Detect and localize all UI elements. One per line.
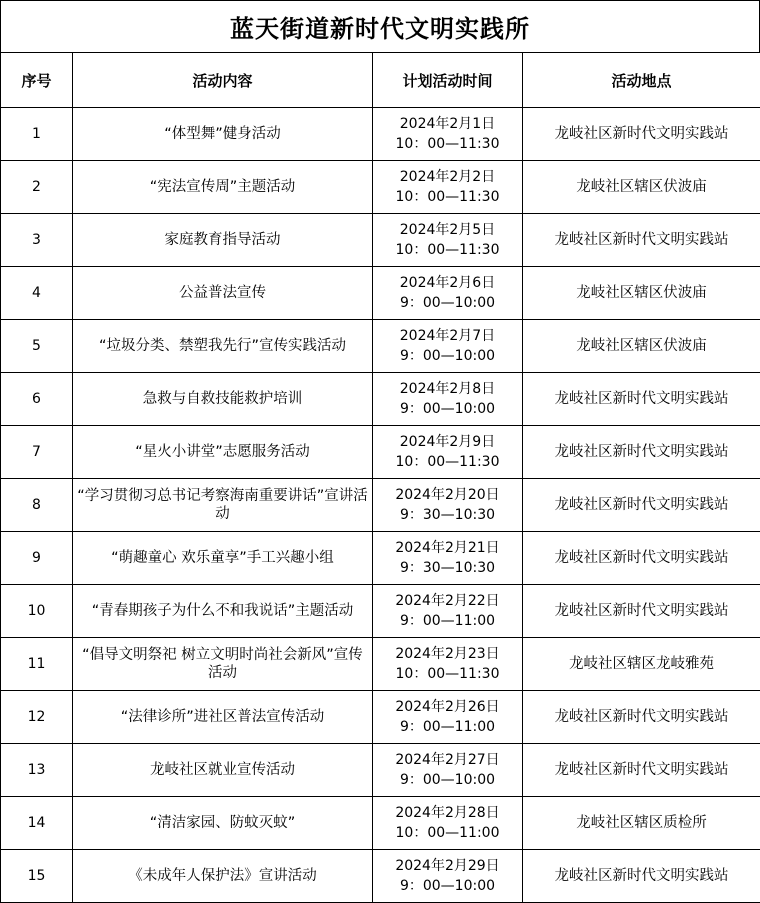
row-location: 龙岐社区辖区质检所: [523, 797, 760, 850]
row-content: 《未成年人保护法》宣讲活动: [73, 850, 373, 903]
row-date: 2024年2月6日: [375, 273, 520, 293]
row-location: 龙岐社区辖区伏波庙: [523, 267, 760, 320]
header-index: 序号: [1, 53, 73, 108]
row-content: “星火小讲堂”志愿服务活动: [73, 426, 373, 479]
row-time: 10：00—11:30: [375, 664, 520, 684]
row-content: “青春期孩子为什么不和我说话”主题活动: [73, 585, 373, 638]
row-index: 6: [1, 373, 73, 426]
row-date: 2024年2月23日: [375, 644, 520, 664]
row-content: 急救与自救技能救护培训: [73, 373, 373, 426]
row-location: 龙岐社区新时代文明实践站: [523, 585, 760, 638]
header-location: 活动地点: [523, 53, 760, 108]
table-row: [1, 108, 760, 161]
row-date: 2024年2月26日: [375, 697, 520, 717]
row-content: “垃圾分类、禁塑我先行”宣传实践活动: [73, 320, 373, 373]
table-row: [1, 214, 760, 267]
row-date: 2024年2月8日: [375, 379, 520, 399]
table-row: [1, 267, 760, 320]
row-time: 9：00—10:00: [375, 770, 520, 790]
row-index: 9: [1, 532, 73, 585]
row-location: 龙岐社区新时代文明实践站: [523, 691, 760, 744]
row-location: 龙岐社区新时代文明实践站: [523, 479, 760, 532]
row-time-cell: [373, 585, 523, 638]
row-index: 10: [1, 585, 73, 638]
row-date: 2024年2月29日: [375, 856, 520, 876]
row-content: “萌趣童心 欢乐童享”手工兴趣小组: [73, 532, 373, 585]
row-date: 2024年2月28日: [375, 803, 520, 823]
table-row: [1, 426, 760, 479]
row-time: 9：30—10:30: [375, 558, 520, 578]
table-header-row: [1, 53, 760, 108]
row-time: 10：00—11:30: [375, 187, 520, 207]
row-content: 公益普法宣传: [73, 267, 373, 320]
row-time-cell: [373, 691, 523, 744]
table-row: [1, 532, 760, 585]
row-index: 11: [1, 638, 73, 691]
row-time: 10：00—11:30: [375, 134, 520, 154]
row-time: 9：00—11:00: [375, 717, 520, 737]
row-time-cell: [373, 638, 523, 691]
row-index: 14: [1, 797, 73, 850]
row-time-cell: [373, 161, 523, 214]
table-row: [1, 850, 760, 903]
table-row: [1, 744, 760, 797]
row-location: 龙岐社区新时代文明实践站: [523, 426, 760, 479]
row-location: 龙岐社区辖区伏波庙: [523, 161, 760, 214]
row-time: 9：00—10:00: [375, 293, 520, 313]
table-row: [1, 585, 760, 638]
row-index: 4: [1, 267, 73, 320]
table-row: [1, 373, 760, 426]
row-content: 龙岐社区就业宣传活动: [73, 744, 373, 797]
row-date: 2024年2月20日: [375, 485, 520, 505]
row-location: 龙岐社区新时代文明实践站: [523, 744, 760, 797]
header-content: 活动内容: [73, 53, 373, 108]
row-time: 9：00—10:00: [375, 876, 520, 896]
row-date: 2024年2月5日: [375, 220, 520, 240]
row-time-cell: [373, 373, 523, 426]
row-content: “法律诊所”进社区普法宣传活动: [73, 691, 373, 744]
table-row: [1, 320, 760, 373]
row-date: 2024年2月21日: [375, 538, 520, 558]
row-index: 1: [1, 108, 73, 161]
row-index: 3: [1, 214, 73, 267]
row-location: 龙岐社区新时代文明实践站: [523, 532, 760, 585]
row-content: “倡导文明祭祀 树立文明时尚社会新风”宣传活动: [73, 638, 373, 691]
row-date: 2024年2月27日: [375, 750, 520, 770]
row-location: 龙岐社区辖区龙岐雅苑: [523, 638, 760, 691]
row-location: 龙岐社区新时代文明实践站: [523, 850, 760, 903]
row-content: “学习贯彻习总书记考察海南重要讲话”宣讲活动: [73, 479, 373, 532]
row-time-cell: [373, 267, 523, 320]
table-row: [1, 797, 760, 850]
row-date: 2024年2月2日: [375, 167, 520, 187]
row-content: “体型舞”健身活动: [73, 108, 373, 161]
row-time-cell: [373, 108, 523, 161]
row-time: 10：00—11:30: [375, 452, 520, 472]
row-index: 2: [1, 161, 73, 214]
row-time: 9：00—10:00: [375, 399, 520, 419]
row-time-cell: [373, 744, 523, 797]
row-index: 12: [1, 691, 73, 744]
row-content: “清洁家园、防蚊灭蚊”: [73, 797, 373, 850]
row-time: 9：00—10:00: [375, 346, 520, 366]
row-index: 5: [1, 320, 73, 373]
row-location: 龙岐社区新时代文明实践站: [523, 214, 760, 267]
row-time-cell: [373, 797, 523, 850]
row-time-cell: [373, 532, 523, 585]
table-row: [1, 691, 760, 744]
row-time: 9：00—11:00: [375, 611, 520, 631]
row-date: 2024年2月22日: [375, 591, 520, 611]
row-index: 15: [1, 850, 73, 903]
row-location: 龙岐社区新时代文明实践站: [523, 373, 760, 426]
table-row: [1, 161, 760, 214]
row-time-cell: [373, 850, 523, 903]
row-date: 2024年2月1日: [375, 114, 520, 134]
table-row: [1, 479, 760, 532]
table-row: [1, 638, 760, 691]
row-time-cell: [373, 214, 523, 267]
row-index: 7: [1, 426, 73, 479]
row-content: “宪法宣传周”主题活动: [73, 161, 373, 214]
header-time: 计划活动时间: [373, 53, 523, 108]
row-index: 13: [1, 744, 73, 797]
row-time: 9：30—10:30: [375, 505, 520, 525]
page-title: 蓝天街道新时代文明实践所: [0, 0, 760, 52]
row-time-cell: [373, 479, 523, 532]
row-index: 8: [1, 479, 73, 532]
row-time-cell: [373, 320, 523, 373]
row-content: 家庭教育指导活动: [73, 214, 373, 267]
row-location: 龙岐社区新时代文明实践站: [523, 108, 760, 161]
row-time: 10：00—11:00: [375, 823, 520, 843]
activity-table: [0, 52, 760, 903]
row-date: 2024年2月9日: [375, 432, 520, 452]
row-time-cell: [373, 426, 523, 479]
row-location: 龙岐社区辖区伏波庙: [523, 320, 760, 373]
row-time: 10：00—11:30: [375, 240, 520, 260]
row-date: 2024年2月7日: [375, 326, 520, 346]
